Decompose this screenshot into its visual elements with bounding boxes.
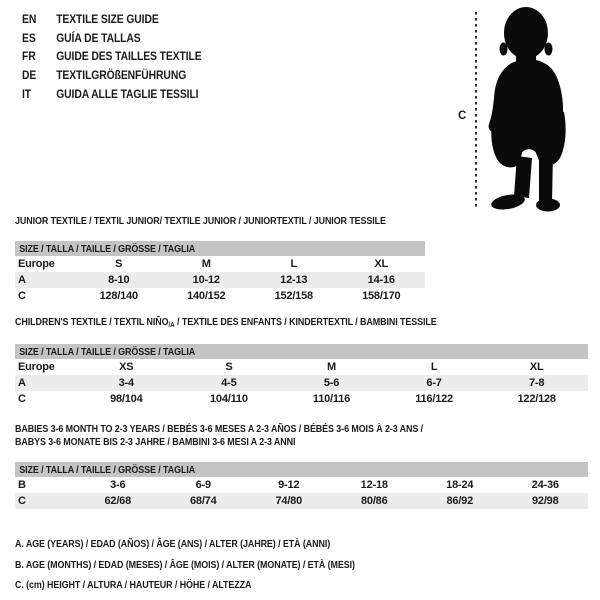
height-measure-label: C	[458, 110, 467, 122]
size-table	[15, 462, 588, 509]
language-row	[22, 11, 202, 30]
size-header-bar	[15, 462, 588, 477]
table-cell: 8-10	[108, 274, 130, 286]
table-cell: M	[201, 258, 211, 270]
title-text: CHILDREN'S TEXTILE / TEXTIL NIÑO	[15, 316, 169, 328]
table-cell: 74/80	[275, 495, 303, 507]
size-header-label: SIZE / TALLA / TAILLE / GRÖSSE / TAGLIA	[19, 242, 196, 255]
language-title: GUIDA ALLE TAGLIE TESSILI	[56, 88, 199, 101]
table-row	[15, 375, 588, 391]
language-title: GUÍA DE TALLAS	[56, 32, 141, 45]
language-row	[22, 85, 202, 104]
table-cell: 86/92	[446, 495, 474, 507]
section-title	[15, 215, 386, 228]
language-code: ES	[22, 32, 36, 45]
size-table-section	[15, 316, 588, 407]
row-label: Europe	[18, 258, 55, 270]
section-title-line: JUNIOR TEXTILE / TEXTIL JUNIOR/ TEXTILE JUNIOR / JUNIORTEXTIL / JUNIOR TESSILE	[15, 215, 386, 227]
table-cell: 24-36	[531, 479, 559, 491]
subscript-text: /A	[168, 320, 175, 329]
table-cell: 98/104	[110, 393, 143, 405]
row-label: C	[18, 393, 26, 405]
table-cell: 7-8	[529, 377, 545, 389]
height-dotted-line	[474, 8, 478, 212]
table-cell: 3-4	[118, 377, 134, 389]
language-title: GUIDE DES TAILLES TEXTILE	[56, 51, 202, 64]
language-row	[22, 48, 202, 67]
table-cell: 9-12	[278, 479, 300, 491]
table-cell: 62/68	[104, 495, 132, 507]
table-cell: XS	[119, 361, 134, 373]
table-cell: 140/152	[187, 290, 226, 302]
section-title	[15, 423, 502, 449]
table-cell: 158/170	[362, 290, 401, 302]
table-cell: 104/110	[210, 393, 248, 405]
size-table-section	[15, 423, 588, 509]
section-title-line	[15, 316, 502, 331]
table-row	[15, 272, 425, 288]
table-cell: 18-24	[446, 479, 474, 491]
language-code: FR	[22, 51, 36, 64]
section-title	[15, 316, 502, 331]
table-cell: 128/140	[99, 290, 138, 302]
row-label: B	[18, 479, 26, 491]
language-row	[22, 67, 202, 86]
baby-height-figure	[450, 4, 600, 216]
table-row	[15, 359, 588, 375]
legend-notes	[15, 534, 355, 596]
table-row	[15, 391, 588, 407]
language-code: DE	[22, 70, 37, 83]
size-table-section	[15, 215, 425, 304]
table-cell: S	[115, 258, 123, 270]
table-cell: S	[225, 361, 233, 373]
table-row	[15, 477, 588, 493]
table-row	[15, 493, 588, 509]
table-cell: 12-18	[360, 479, 388, 491]
language-title: TEXTILGRÖßENFÜHRUNG	[56, 70, 187, 83]
table-cell: M	[327, 361, 336, 373]
row-label: A	[18, 274, 26, 286]
size-header-bar	[15, 344, 588, 359]
baby-silhouette-icon	[484, 6, 572, 212]
size-table	[15, 344, 588, 407]
language-title: TEXTILE SIZE GUIDE	[56, 14, 159, 27]
table-cell: L	[290, 258, 298, 270]
table-cell: 5-6	[323, 377, 340, 389]
size-header-bar	[15, 241, 425, 256]
row-label: C	[18, 290, 26, 302]
table-cell: 10-12	[192, 274, 220, 286]
table-cell: 6-7	[426, 377, 442, 389]
table-cell: 6-9	[195, 479, 211, 491]
section-title-line: BABYS 3-6 MONATE BIS 2-3 JAHRE / BAMBINI 3-6 MESI A 2-3 ANNI	[15, 436, 296, 448]
table-cell: 12-13	[280, 274, 308, 286]
table-row	[15, 288, 425, 304]
table-cell: 92/98	[531, 495, 559, 507]
size-header-label: SIZE / TALLA / TAILLE / GRÖSSE / TAGLIA	[19, 463, 196, 476]
table-cell: 14-16	[367, 274, 395, 286]
table-cell: XL	[529, 361, 544, 373]
size-header-label: SIZE / TALLA / TAILLE / GRÖSSE / TAGLIA	[19, 345, 196, 358]
section-title-line: BABIES 3-6 MONTH TO 2-3 YEARS / BEBÉS 3-6 MESES A 2-3 AÑOS / BÉBÉS 3-6 MOIS À 2-3 ANS /	[15, 423, 424, 435]
table-cell: 152/158	[274, 290, 313, 302]
table-row	[15, 256, 425, 272]
language-title-list	[22, 11, 202, 104]
table-cell: 68/74	[189, 495, 217, 507]
row-label: Europe	[18, 361, 55, 373]
language-code: IT	[22, 88, 32, 101]
legend-note: A. AGE (YEARS) / EDAD (AÑOS) / ÂGE (ANS) / ALTER (JAHRE) / ETÀ (ANNI)	[15, 538, 331, 550]
table-cell: 80/86	[360, 495, 388, 507]
table-cell: 116/122	[415, 393, 453, 405]
size-table	[15, 241, 425, 304]
row-label: A	[18, 377, 26, 389]
table-cell: 3-6	[110, 479, 126, 491]
table-cell: 122/128	[517, 393, 556, 405]
title-text: / TEXTILE DES ENFANTS / KINDERTEXTIL / BAMBINI TESSILE	[174, 316, 437, 328]
legend-note: B. AGE (MONTHS) / EDAD (MESES) / ÂGE (MOIS) / ALTER (MONATE) / ETÀ (MESI)	[15, 558, 355, 571]
table-cell: 4-5	[221, 377, 237, 389]
language-code: EN	[22, 14, 37, 27]
table-cell: 110/116	[312, 393, 351, 405]
language-row	[22, 30, 202, 49]
row-label: C	[18, 495, 26, 507]
legend-note: C. (cm) HEIGHT / ALTURA / HAUTEUR / HÖHE / ALTEZZA	[15, 579, 252, 591]
table-cell: XL	[374, 258, 389, 270]
table-cell: L	[430, 361, 438, 373]
